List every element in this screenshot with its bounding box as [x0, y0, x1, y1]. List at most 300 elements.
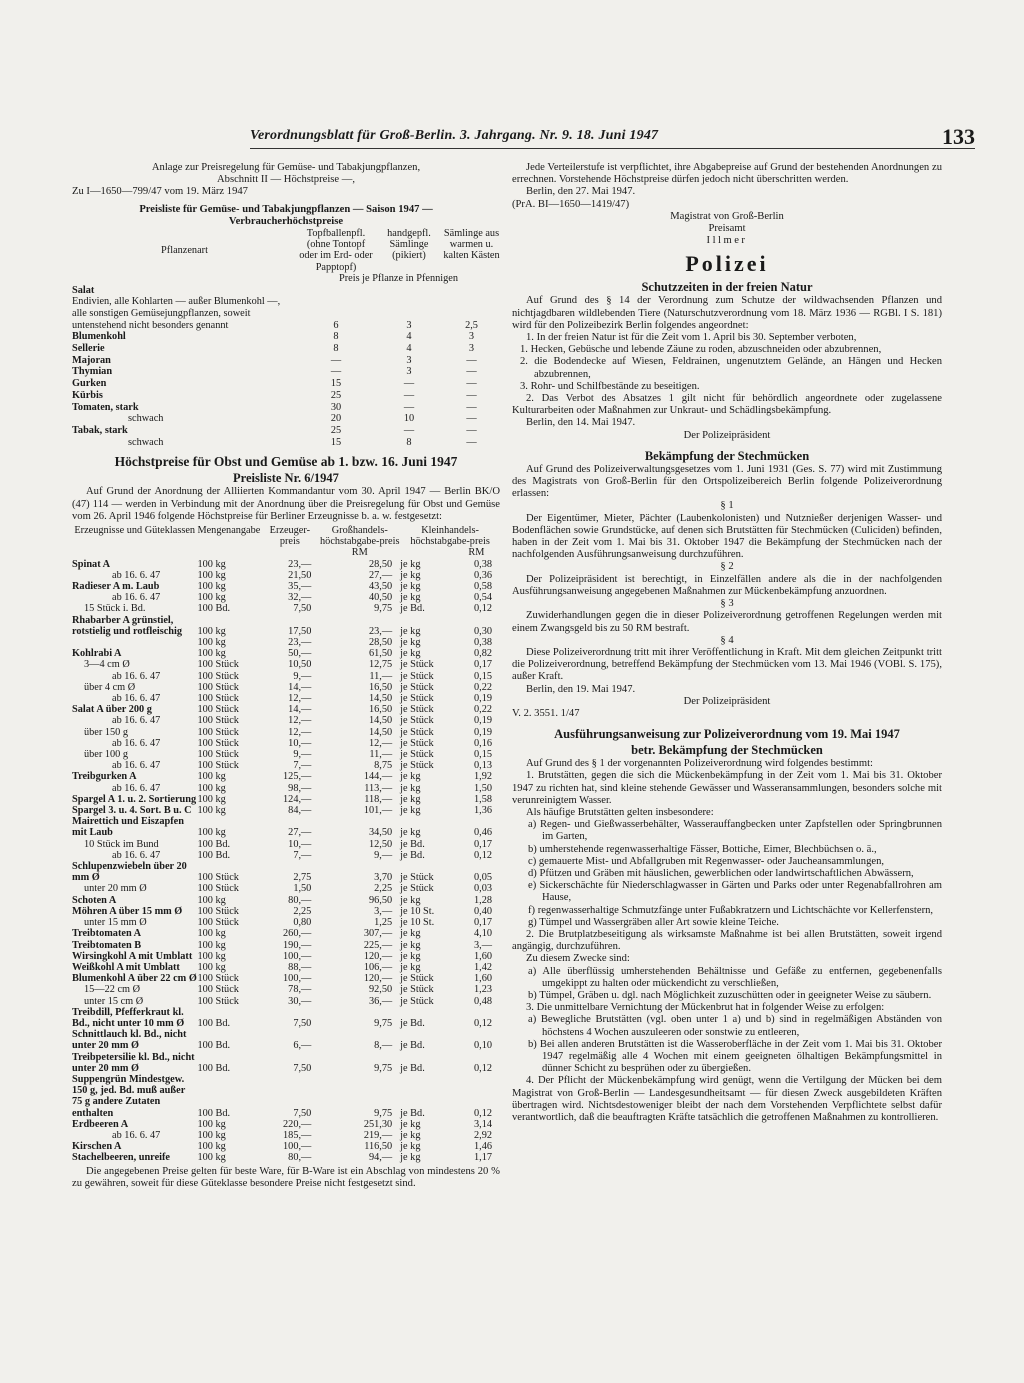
- wholesale-price: 9,75: [374, 1107, 393, 1119]
- signature-name: Illmer: [706, 235, 748, 247]
- product-name: Schnittlauch kl. Bd., nicht unter 20 mm Ø: [72, 1029, 187, 1052]
- quantity-unit: 100 Bd.: [197, 1062, 231, 1074]
- header-erzeugnisse: Erzeugnisse und Güteklassen: [74, 524, 196, 536]
- retail-unit: je kg: [400, 592, 421, 604]
- table-row: [72, 296, 500, 331]
- quantity-unit: 100 Stück: [197, 883, 239, 895]
- table-row: [72, 917, 500, 928]
- wholesale-price: 307,—: [363, 928, 393, 940]
- producer-price: 9,—: [293, 670, 312, 682]
- producer-price: 88,—: [288, 961, 312, 973]
- retail-unit: je Stück: [400, 681, 434, 693]
- producer-price: 80,—: [288, 1152, 312, 1164]
- quantity-unit: 100 Stück: [197, 737, 239, 749]
- schutzzeiten-item: 2. Das Verbot des Absatzes 1 gilt nicht für behördlich angeordnete oder zugelassene Kulturarbeiten oder Maßnahmen zur Unkraut- und Schädlingsbekämpfung.: [512, 393, 942, 417]
- retail-unit: je Stück: [400, 670, 434, 682]
- table-row: [72, 366, 500, 378]
- quantity-unit: 100 Bd.: [197, 1040, 231, 1052]
- producer-price: 260,—: [283, 928, 312, 940]
- producer-price: 124,—: [283, 793, 312, 805]
- retail-price: 0,05: [473, 872, 492, 884]
- product-name: Treibdill, Pfefferkraut kl. Bd., nicht unter 10 mm Ø: [72, 1006, 185, 1029]
- table-row: [72, 355, 500, 367]
- retail-unit: je Bd.: [400, 849, 425, 861]
- quantity-unit: 100 Stück: [197, 749, 239, 761]
- preisliste-intro: Auf Grund der Anordnung der Alliierten Kommandantur vom 30. April 1947 — Berlin BK/O (47) 114 — werden in Verbindung mit der Anordnung über die Preisregelung für Obst und Gemüse vom 26. April 1946 folgende Höchstpreise für Berliner Erzeugnisse b. a. w. festgesetzt:: [72, 486, 500, 522]
- producer-price: 23,—: [288, 558, 312, 570]
- quantity-unit: 100 Bd.: [197, 1017, 231, 1029]
- product-name: Treibtomaten A: [72, 928, 142, 940]
- retail-price: 0,48: [473, 995, 492, 1007]
- wholesale-price: 251,30: [363, 1118, 393, 1130]
- retail-price: 0,12: [473, 603, 492, 615]
- produce-price-rows: [72, 559, 500, 1164]
- wholesale-price: 40,50: [369, 592, 393, 604]
- product-name: Mairettich und Eiszapfen mit Laub: [72, 816, 184, 839]
- quantity-unit: 100 Stück: [197, 726, 239, 738]
- quantity-unit: 100 kg: [197, 1129, 226, 1141]
- wholesale-price: 219,—: [363, 1129, 393, 1141]
- producer-price: 84,—: [288, 805, 312, 817]
- price-topfballen: 30: [330, 401, 342, 413]
- wholesale-price: 120,—: [363, 950, 393, 962]
- quantity-unit: 100 kg: [197, 625, 226, 637]
- quantity-unit: 100 kg: [197, 961, 226, 973]
- price-saemlinge: [443, 285, 500, 297]
- product-name: Kirschen A: [72, 1141, 122, 1153]
- product-name: unter 15 cm Ø: [84, 995, 144, 1007]
- section-title-polizei: Polizei: [685, 251, 769, 277]
- producer-price: 14,—: [288, 704, 312, 716]
- quantity-unit: 100 Stück: [197, 917, 239, 929]
- wholesale-price: 11,—: [369, 749, 393, 761]
- table-row: [72, 659, 500, 670]
- product-name: ab 16. 6. 47: [112, 782, 161, 794]
- price-handgepflanzt: 3: [406, 319, 412, 331]
- wholesale-price: 9,75: [374, 1062, 393, 1074]
- ausfuehrung-item: Als häufige Brutstätten gelten insbesondere:: [526, 806, 714, 818]
- paragraph-label: § 1: [720, 500, 734, 512]
- product-name: Erdbeeren A: [72, 1118, 129, 1130]
- page-header: [250, 126, 975, 149]
- plant-name: Blumenkohl: [72, 331, 126, 343]
- paragraph-text: Diese Polizeiverordnung tritt mit ihrer Veröffentlichung in Kraft. Mit dem gleichen Zeitpunkt tritt die Polizeiverordnung, betreffend Bekämpfung der Stechmücken vom 13. Mai 1946 (VOBl. S. 175), außer Kraft.: [512, 646, 942, 683]
- reference-number: (PrA. BI—1650—1419/47): [512, 198, 630, 210]
- product-name: Radieser A m. Laub: [72, 581, 160, 592]
- producer-price: 10,50: [288, 659, 312, 671]
- table-row: [72, 1029, 500, 1051]
- retail-price: 0,82: [473, 648, 492, 660]
- ausfuehrung-item: 2. Die Brutplatzbeseitigung als wirksamste Maßnahme ist bei allen Brutstätten, soweit irgend angängig, durchzuführen.: [512, 928, 942, 953]
- producer-price: 220,—: [283, 1118, 312, 1130]
- list-item: 3. Rohr- und Schilfbestände zu beseitigen.: [520, 380, 700, 392]
- producer-price: 12,—: [288, 726, 312, 738]
- table-row: [72, 783, 500, 794]
- running-title: Verordnungsblatt für Groß-Berlin. 3. Jahrgang. Nr. 9. 18. Juni 1947: [250, 128, 659, 143]
- quantity-unit: 100 kg: [197, 648, 226, 660]
- quantity-unit: 100 kg: [197, 894, 226, 906]
- producer-price: 190,—: [283, 939, 312, 951]
- table-row: [72, 581, 500, 592]
- product-name: ab 16. 6. 47: [112, 849, 161, 861]
- quantity-unit: 100 kg: [197, 1141, 226, 1153]
- product-name: Rhabarber A grünstiel, rotstielig und rotfleischig: [72, 614, 183, 637]
- table-row: [72, 996, 500, 1007]
- plant-name: schwach: [128, 436, 164, 448]
- retail-unit: je kg: [400, 894, 421, 906]
- product-name: Möhren A über 15 mm Ø: [72, 905, 183, 917]
- wholesale-price: 3,70: [374, 872, 393, 884]
- schutzzeiten-title: Schutzzeiten in der freien Natur: [641, 280, 813, 295]
- retail-unit: je Bd.: [400, 1017, 425, 1029]
- producer-price: 7,50: [293, 1107, 312, 1119]
- retail-unit: je kg: [400, 961, 421, 973]
- table-row: [72, 1141, 500, 1152]
- retail-price: 1,42: [473, 961, 492, 973]
- retail-price: 0,38: [473, 637, 492, 649]
- retail-unit: je Stück: [400, 749, 434, 761]
- retail-price: 0,15: [473, 670, 492, 682]
- retail-price: 1,46: [473, 1141, 492, 1153]
- producer-price: 32,—: [288, 592, 312, 604]
- header-mengenangabe: Mengenangabe: [197, 524, 261, 536]
- retail-price: 0,22: [473, 704, 492, 716]
- producer-price: 7,50: [293, 1017, 312, 1029]
- producer-price: 7,—: [293, 849, 312, 861]
- quantity-unit: 100 Stück: [197, 704, 239, 716]
- producer-price: 185,—: [283, 1129, 312, 1141]
- producer-price: 1,50: [293, 883, 312, 895]
- table-row: [72, 771, 500, 782]
- price-handgepflanzt: —: [403, 401, 415, 413]
- wholesale-price: 101,—: [363, 805, 393, 817]
- table-row: [72, 1052, 500, 1074]
- table-row: [72, 343, 500, 355]
- product-name: Salat A über 200 g: [72, 704, 152, 716]
- quantity-unit: 100 kg: [197, 805, 226, 817]
- price-saemlinge: —: [466, 401, 477, 413]
- retail-unit: je Bd.: [400, 838, 425, 850]
- wholesale-price: 1,25: [374, 917, 393, 929]
- retail-price: 1,60: [473, 973, 492, 985]
- retail-price: 0,17: [473, 659, 492, 671]
- reference-number: V. 2. 3551. 1/47: [512, 707, 580, 719]
- retail-price: 0,17: [473, 838, 492, 850]
- wholesale-price: 11,—: [369, 670, 393, 682]
- producer-price: 100,—: [283, 973, 312, 985]
- header-pflanzenart: Pflanzenart: [161, 244, 208, 256]
- quantity-unit: 100 kg: [197, 793, 226, 805]
- retail-price: 4,10: [473, 928, 492, 940]
- retail-price: 1,92: [473, 771, 492, 783]
- retail-price: 0,46: [473, 827, 492, 839]
- retail-unit: je Stück: [400, 872, 434, 884]
- price-topfballen: —: [330, 366, 342, 378]
- price-topfballen: 15: [330, 436, 342, 448]
- date-line: Berlin, den 14. Mai 1947.: [526, 417, 636, 429]
- anlage-title: Anlage zur Preisregelung für Gemüse- und Tabakjungpflanzen,: [151, 162, 421, 173]
- retail-unit: je Stück: [400, 726, 434, 738]
- header-topfballen: Topfballenpfl. (ohne Tontopf oder im Erd- oder Papptopf): [299, 228, 373, 273]
- retail-unit: je kg: [400, 827, 421, 839]
- quantity-unit: 100 kg: [197, 569, 226, 581]
- wholesale-price: 36,—: [369, 995, 393, 1007]
- quantity-unit: 100 Stück: [197, 670, 239, 682]
- table-row: [72, 973, 500, 984]
- table-row: [72, 738, 500, 749]
- paragraph-label: § 4: [720, 634, 734, 646]
- plant-name: Tabak, stark: [72, 424, 128, 436]
- retail-unit: je 10 St.: [400, 917, 435, 929]
- table-row: [72, 940, 500, 951]
- table-row: [72, 715, 500, 726]
- brutstaetten-list: [512, 819, 942, 929]
- seedling-price-table: [72, 228, 500, 448]
- table-row: [72, 637, 500, 648]
- product-name: ab 16. 6. 47: [112, 693, 161, 705]
- paragraph-text: Der Polizeipräsident ist berechtigt, in Einzelfällen andere als die in der nachfolgenden Ausführungsanweisung angegebenen Maßnahmen zur Mückenbekämpfung anzuordnen.: [512, 573, 942, 597]
- retail-unit: je kg: [400, 1118, 421, 1130]
- price-saemlinge: —: [466, 436, 477, 448]
- price-handgepflanzt: —: [403, 378, 415, 390]
- wholesale-price: 3,—: [374, 905, 393, 917]
- quantity-unit: 100 kg: [197, 939, 226, 951]
- table-row: [72, 559, 500, 570]
- price-topfballen: 15: [330, 378, 342, 390]
- retail-price: 0,16: [473, 737, 492, 749]
- wholesale-price: 61,50: [369, 648, 393, 660]
- vernichtung-list: [512, 1014, 942, 1075]
- wholesale-price: 8,75: [374, 760, 393, 772]
- quantity-unit: 100 kg: [197, 581, 226, 592]
- producer-price: 100,—: [283, 1141, 312, 1153]
- retail-price: 1,23: [473, 984, 492, 996]
- retail-unit: je kg: [400, 648, 421, 660]
- product-name: über 4 cm Ø: [84, 681, 136, 693]
- wholesale-price: 12,50: [369, 838, 393, 850]
- retail-price: 3,—: [473, 939, 492, 951]
- retail-price: 0,22: [473, 681, 492, 693]
- stechmuecken-title: Bekämpfung der Stechmücken: [644, 448, 810, 463]
- quantity-unit: 100 Stück: [197, 984, 239, 996]
- plant-name: Tomaten, stark: [72, 401, 139, 413]
- quantity-unit: 100 kg: [197, 827, 226, 839]
- producer-price: 100,—: [283, 950, 312, 962]
- table-row: [72, 437, 500, 449]
- retail-price: 1,17: [473, 1152, 492, 1164]
- table-row: [72, 749, 500, 760]
- product-name: ab 16. 6. 47: [112, 760, 161, 772]
- retail-price: 0,12: [473, 1062, 492, 1074]
- list-item: b) Bei allen anderen Brutstätten ist die Wasseroberfläche in der Zeit vom 1. Mai bis 31. Oktober 1947 regelmäßig alle 4 Wochen mit einem geeigneten ölhaltigen Bekämpfungsmittel in dünner Schicht zu besprühen oder zu übergießen.: [528, 1038, 942, 1075]
- wholesale-price: 14,50: [369, 726, 393, 738]
- retail-price: 0,12: [473, 1107, 492, 1119]
- ausfuehrung-item: Zu diesem Zwecke sind:: [526, 953, 630, 965]
- retail-unit: je kg: [400, 558, 421, 570]
- product-name: Treibpetersilie kl. Bd., nicht unter 20 mm Ø: [72, 1051, 195, 1074]
- date-line: Berlin, den 19. Mai 1947.: [526, 683, 636, 695]
- product-name: 3—4 cm Ø: [84, 659, 130, 671]
- retail-unit: je Stück: [400, 659, 434, 671]
- table-row: [72, 850, 500, 861]
- retail-unit: je kg: [400, 1141, 421, 1153]
- currency-rm: RM: [351, 547, 368, 559]
- price-handgepflanzt: —: [403, 424, 415, 436]
- wholesale-price: 9,—: [374, 849, 393, 861]
- quantity-unit: 100 kg: [197, 637, 226, 649]
- producer-price: 0,80: [293, 917, 312, 929]
- retail-unit: je kg: [400, 1152, 421, 1164]
- product-name: über 150 g: [84, 726, 129, 738]
- retail-price: 1,50: [473, 782, 492, 794]
- table-row: [72, 928, 500, 939]
- retail-price: 0,30: [473, 625, 492, 637]
- table-row: [72, 1007, 500, 1029]
- producer-price: 50,—: [288, 648, 312, 660]
- producer-price: 12,—: [288, 715, 312, 727]
- price-saemlinge: —: [466, 366, 477, 378]
- price-topfballen: 20: [330, 413, 342, 425]
- table-row: [72, 1152, 500, 1163]
- table-row: [72, 883, 500, 894]
- retail-unit: je Bd.: [400, 1107, 425, 1119]
- price-topfballen: —: [330, 354, 342, 366]
- retail-unit: je Stück: [400, 883, 434, 895]
- table-row: [72, 861, 500, 883]
- wholesale-price: 116,50: [364, 1141, 393, 1153]
- retail-unit: je Stück: [400, 984, 434, 996]
- product-name: Schoten A: [72, 894, 117, 906]
- quantity-unit: 100 Stück: [197, 659, 239, 671]
- anlage-subtitle: Abschnitt II — Höchstpreise —,: [217, 174, 355, 186]
- signature-line: Preisamt: [708, 223, 746, 235]
- price-saemlinge: —: [466, 378, 477, 390]
- product-name: unter 15 mm Ø: [84, 917, 147, 929]
- producer-price: 14,—: [288, 681, 312, 693]
- price-handgepflanzt: 3: [406, 354, 412, 366]
- price-saemlinge: —: [466, 354, 477, 366]
- product-name: ab 16. 6. 47: [112, 569, 161, 581]
- signature-line: Magistrat von Groß-Berlin: [670, 210, 784, 222]
- price-topfballen: 25: [330, 389, 342, 401]
- retail-unit: je Bd.: [400, 1062, 425, 1074]
- paragraph-text: Zuwiderhandlungen gegen die in dieser Polizeiverordnung getroffenen Regelungen werden mit einem Zwangsgeld bis zu 50 RM bestraft.: [512, 610, 942, 634]
- price-topfballen: 25: [330, 424, 342, 436]
- retail-price: 1,58: [473, 793, 492, 805]
- price-handgepflanzt: 4: [406, 331, 412, 343]
- price-handgepflanzt: —: [403, 389, 415, 401]
- producer-price: 7,50: [293, 603, 312, 615]
- retail-price: 0,15: [473, 749, 492, 761]
- ausfuehrung-subtitle: betr. Bekämpfung der Stechmücken: [631, 743, 823, 758]
- product-name: Suppengrün Mindestgew. 150 g, jed. Bd. muß außer 75 g andere Zutaten enthalten: [72, 1073, 186, 1119]
- table-row: [72, 615, 500, 637]
- product-name: Treibgurken A: [72, 771, 137, 783]
- quantity-unit: 100 Bd.: [197, 1107, 231, 1119]
- wholesale-price: 28,50: [369, 558, 393, 570]
- table-row: [72, 402, 500, 414]
- anlage-reference: Zu I—1650—799/47 vom 19. März 1947: [72, 186, 248, 198]
- product-name: [72, 637, 197, 648]
- produce-price-table: [72, 525, 500, 1164]
- wholesale-price: 23,—: [369, 625, 393, 637]
- table-row: [72, 727, 500, 738]
- table-row: [72, 331, 500, 343]
- product-name: über 100 g: [84, 749, 129, 761]
- plant-name: Thymian: [72, 366, 113, 378]
- producer-price: 21,50: [288, 569, 312, 581]
- table-row: [72, 984, 500, 995]
- retail-unit: je Stück: [400, 995, 434, 1007]
- price-handgepflanzt: 4: [406, 343, 412, 355]
- wholesale-price: 14,50: [369, 693, 393, 705]
- wholesale-price: 34,50: [369, 827, 393, 839]
- producer-price: 7,—: [293, 760, 312, 772]
- ausfuehrung-title: Ausführungsanweisung zur Polizeiverordnung vom 19. Mai 1947: [554, 727, 900, 742]
- seedling-price-rows: [72, 285, 500, 449]
- product-name: Spargel 3. u. 4. Sort. B u. C: [72, 805, 192, 817]
- retail-unit: je kg: [400, 939, 421, 951]
- table-row: [72, 390, 500, 402]
- retail-unit: je Stück: [400, 715, 434, 727]
- list-item: a) Regen- und Gießwasserbehälter, Wasserauffangbecken unter Zapfstellen oder Springbrunnen im Garten,: [528, 819, 942, 843]
- list-item: b) Tümpel, Gräben u. dgl. nach Möglichkeit zuzuschütten oder in geeigneter Weise zu säubern.: [528, 989, 932, 1001]
- price-saemlinge: 2,5: [465, 319, 478, 331]
- quantity-unit: 100 kg: [197, 928, 226, 940]
- quantity-unit: 100 Stück: [197, 681, 239, 693]
- retail-unit: je kg: [400, 771, 421, 783]
- intro-paragraph: Jede Verteilerstufe ist verpflichtet, ihre Abgabepreise auf Grund der bestehenden Anordnungen zu errechnen. Vorstehende Höchstpreise dürfen jedoch nicht überschritten werden.: [512, 162, 942, 186]
- quantity-unit: 100 kg: [197, 1152, 226, 1164]
- product-name: Treibtomaten B: [72, 939, 142, 951]
- table-row: [72, 906, 500, 917]
- wholesale-price: 9,75: [374, 603, 393, 615]
- table-row: [72, 1074, 500, 1119]
- wholesale-price: 144,—: [363, 771, 393, 783]
- retail-unit: je Stück: [400, 704, 434, 716]
- retail-price: 0,40: [473, 905, 492, 917]
- table-row: [72, 603, 500, 614]
- quantity-unit: 100 Bd.: [197, 838, 231, 850]
- quantity-unit: 100 Stück: [197, 872, 239, 884]
- retail-unit: je kg: [400, 625, 421, 637]
- wholesale-price: 113,—: [364, 782, 393, 794]
- retail-price: 2,92: [473, 1129, 492, 1141]
- quantity-unit: 100 kg: [197, 592, 226, 604]
- retail-price: 0,03: [473, 883, 492, 895]
- price-saemlinge: —: [466, 389, 477, 401]
- producer-price: 125,—: [283, 771, 312, 783]
- producer-price: 12,—: [288, 693, 312, 705]
- retail-price: 0,12: [473, 1017, 492, 1029]
- wholesale-price: 225,—: [363, 939, 393, 951]
- table-row: [72, 839, 500, 850]
- product-name: Kohlrabi A: [72, 648, 122, 660]
- table-row: [72, 682, 500, 693]
- quantity-unit: 100 kg: [197, 558, 226, 570]
- wholesale-price: 28,50: [369, 637, 393, 649]
- retail-price: 0,36: [473, 569, 492, 581]
- paragraph-label: § 3: [720, 598, 734, 610]
- product-name: unter 20 mm Ø: [84, 883, 147, 895]
- retail-price: 1,36: [473, 805, 492, 817]
- retail-unit: je 10 St.: [400, 905, 435, 917]
- quantity-unit: 100 Stück: [197, 693, 239, 705]
- retail-unit: je kg: [400, 928, 421, 940]
- producer-price: 98,—: [288, 782, 312, 794]
- retail-unit: je kg: [400, 782, 421, 794]
- schutzzeiten-intro: Auf Grund des § 14 der Verordnung zum Schutze der wildwachsenden Pflanzen und nichtjagdbaren wildlebenden Tiere (Naturschutzverordnung vom 18. März 1936 — RGBl. I S. 181) wird für den Polizeibezirk Berlin folgendes angeordnet:: [512, 295, 942, 331]
